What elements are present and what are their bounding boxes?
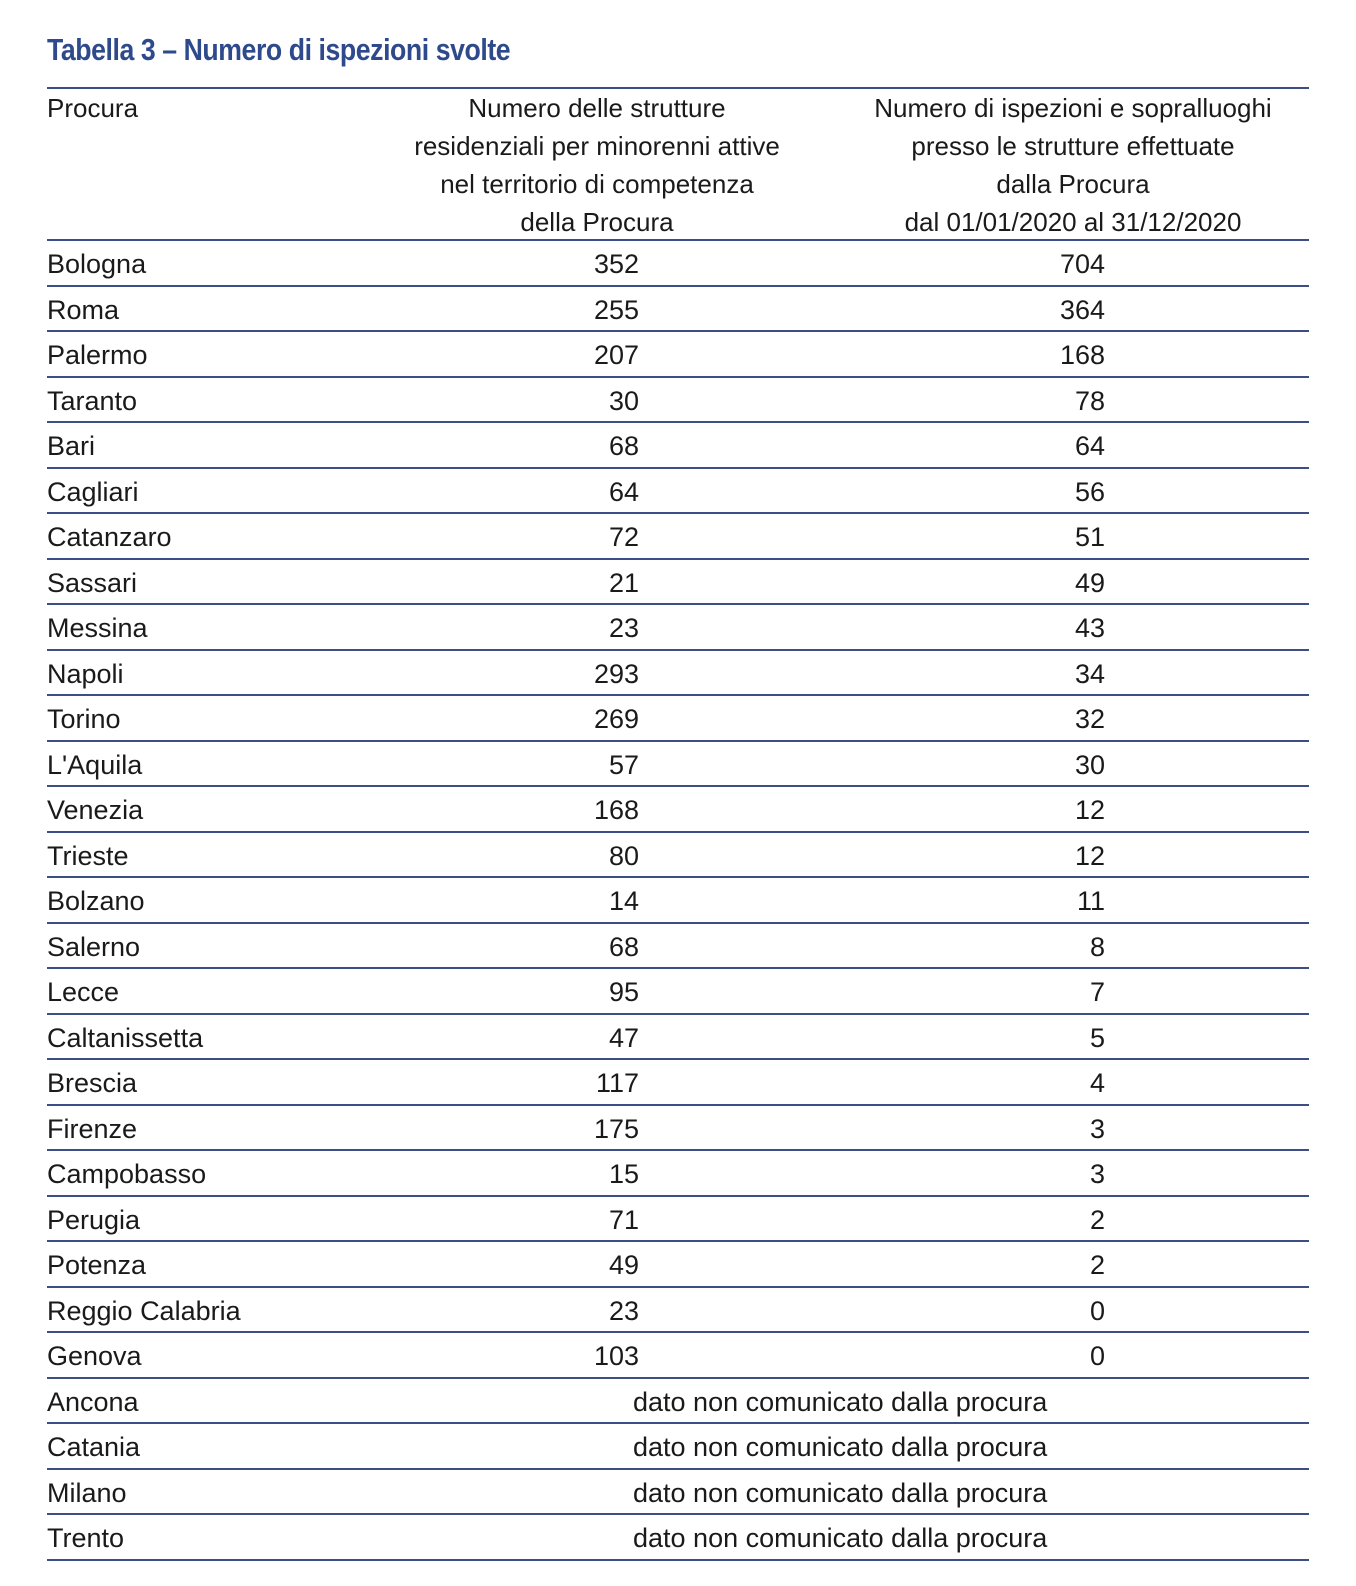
ispezioni-count-cell: 8: [1089, 931, 1105, 962]
strutture-count-cell: 293: [593, 658, 639, 689]
table-row: [47, 833, 1309, 879]
procura-name-cell: Roma: [47, 294, 120, 325]
procura-name-cell: Napoli: [47, 658, 124, 689]
strutture-count-cell: 47: [608, 1022, 639, 1053]
table-row: [47, 1151, 1309, 1197]
table-row: [47, 742, 1309, 788]
ispezioni-count-cell: 34: [1074, 658, 1105, 689]
table-row: [47, 1379, 1309, 1425]
not-reported-note-cell: dato non comunicato dalla procura: [633, 1432, 1048, 1462]
procura-name-cell: Sassari: [47, 567, 138, 598]
procura-name-cell: Lecce: [47, 977, 120, 1007]
table-row: [47, 469, 1309, 515]
header-ispezioni-line: dalla Procura: [996, 169, 1150, 199]
ispezioni-count-cell: 364: [1059, 294, 1105, 325]
strutture-count-cell: 23: [608, 1295, 639, 1326]
table-header: [47, 89, 1309, 241]
ispezioni-count-cell: 51: [1074, 522, 1105, 552]
procura-name-cell: Bolzano: [47, 886, 145, 916]
strutture-count-cell: 80: [608, 840, 639, 871]
ispezioni-count-cell: 0: [1089, 1341, 1105, 1371]
table-row: [47, 1470, 1309, 1516]
procura-name-cell: Torino: [47, 704, 121, 734]
inspections-table: [47, 87, 1309, 1561]
table-row: [47, 1060, 1309, 1106]
procura-name-cell: Milano: [47, 1477, 127, 1508]
table-row: [47, 1515, 1309, 1561]
table-row: [47, 1197, 1309, 1243]
procura-name-cell: Genova: [47, 1341, 142, 1371]
strutture-count-cell: 23: [608, 613, 639, 643]
ispezioni-count-cell: 704: [1059, 249, 1105, 279]
table-row: [47, 605, 1309, 651]
table-row: [47, 378, 1309, 424]
ispezioni-count-cell: 78: [1074, 385, 1105, 416]
ispezioni-count-cell: 12: [1074, 795, 1105, 825]
table-row: [47, 560, 1309, 606]
ispezioni-count-cell: 5: [1089, 1022, 1105, 1053]
header-strutture-line: della Procura: [520, 207, 674, 237]
strutture-count-cell: 175: [593, 1113, 639, 1144]
ispezioni-count-cell: 32: [1074, 704, 1105, 734]
ispezioni-count-cell: 0: [1089, 1295, 1105, 1326]
table-row: [47, 1424, 1309, 1470]
strutture-count-cell: 255: [593, 294, 639, 325]
procura-name-cell: Salerno: [47, 931, 141, 962]
procura-name-cell: Reggio Calabria: [47, 1295, 241, 1326]
ispezioni-count-cell: 43: [1074, 613, 1105, 643]
strutture-count-cell: 117: [595, 1068, 639, 1098]
table-row: [47, 514, 1309, 560]
strutture-count-cell: 30: [608, 385, 639, 416]
not-reported-note-cell: dato non comunicato dalla procura: [633, 1386, 1048, 1417]
header-procura: Procura: [47, 93, 139, 123]
ispezioni-count-cell: 168: [1059, 340, 1105, 370]
ispezioni-count-cell: 49: [1074, 567, 1105, 598]
procura-name-cell: Catanzaro: [47, 522, 172, 552]
strutture-count-cell: 71: [608, 1204, 639, 1235]
document-page: [47, 28, 1309, 1553]
header-ispezioni: [837, 89, 1309, 241]
procura-name-cell: Caltanissetta: [47, 1022, 204, 1053]
ispezioni-count-cell: 2: [1089, 1204, 1105, 1235]
procura-name-cell: Potenza: [47, 1250, 147, 1280]
table-row: [47, 423, 1309, 469]
strutture-count-cell: 21: [608, 567, 639, 598]
header-ispezioni-line: Numero di ispezioni e sopralluoghi: [874, 93, 1272, 123]
procura-name-cell: Brescia: [47, 1068, 138, 1098]
table-title: Tabella 3 – Numero di ispezioni svolte: [47, 32, 511, 67]
procura-name-cell: Bologna: [47, 249, 147, 279]
strutture-count-cell: 352: [593, 249, 639, 279]
strutture-count-cell: 207: [593, 340, 639, 370]
procura-name-cell: L'Aquila: [47, 749, 143, 780]
table-row: [47, 924, 1309, 970]
strutture-count-cell: 168: [593, 795, 639, 825]
ispezioni-count-cell: 64: [1074, 431, 1105, 461]
strutture-count-cell: 49: [608, 1250, 639, 1280]
table-row: [47, 1015, 1309, 1061]
strutture-count-cell: 68: [608, 931, 639, 962]
procura-name-cell: Ancona: [47, 1386, 139, 1417]
table-row: [47, 287, 1309, 333]
table-row: [47, 1333, 1309, 1379]
procura-name-cell: Trieste: [47, 840, 129, 871]
procura-name-cell: Palermo: [47, 340, 148, 370]
header-strutture-line: residenziali per minorenni attive: [414, 131, 780, 161]
table-row: [47, 651, 1309, 697]
ispezioni-count-cell: 56: [1074, 476, 1105, 507]
strutture-count-cell: 15: [608, 1159, 639, 1189]
table-row: [47, 241, 1309, 287]
header-strutture-line: Numero delle strutture: [468, 93, 726, 123]
strutture-count-cell: 95: [608, 977, 639, 1007]
ispezioni-count-cell: 12: [1074, 840, 1105, 871]
strutture-count-cell: 72: [608, 522, 639, 552]
ispezioni-count-cell: 3: [1089, 1159, 1105, 1189]
not-reported-note-cell: dato non comunicato dalla procura: [633, 1477, 1048, 1508]
table-row: [47, 332, 1309, 378]
strutture-count-cell: 269: [593, 704, 639, 734]
table-body: [47, 241, 1309, 1561]
ispezioni-count-cell: 3: [1089, 1113, 1105, 1144]
procura-name-cell: Messina: [47, 613, 148, 643]
strutture-count-cell: 64: [608, 476, 639, 507]
procura-name-cell: Trento: [47, 1523, 125, 1553]
header-ispezioni-line: presso le strutture effettuate: [911, 131, 1235, 161]
ispezioni-count-cell: 30: [1074, 749, 1105, 780]
table-row: [47, 969, 1309, 1015]
procura-name-cell: Bari: [47, 431, 96, 461]
procura-name-cell: Perugia: [47, 1204, 141, 1235]
procura-name-cell: Firenze: [47, 1113, 138, 1144]
table-row: [47, 1242, 1309, 1288]
not-reported-note-cell: dato non comunicato dalla procura: [633, 1523, 1048, 1553]
procura-name-cell: Catania: [47, 1432, 141, 1462]
ispezioni-count-cell: 4: [1089, 1068, 1105, 1098]
table-row: [47, 787, 1309, 833]
header-ispezioni-line: dal 01/01/2020 al 31/12/2020: [904, 207, 1242, 237]
table-row: [47, 1106, 1309, 1152]
ispezioni-count-cell: 11: [1076, 886, 1105, 916]
table-row: [47, 878, 1309, 924]
procura-name-cell: Cagliari: [47, 476, 139, 507]
procura-name-cell: Venezia: [47, 795, 144, 825]
procura-name-cell: Campobasso: [47, 1159, 207, 1189]
ispezioni-count-cell: 7: [1089, 977, 1105, 1007]
ispezioni-count-cell: 2: [1089, 1250, 1105, 1280]
strutture-count-cell: 14: [608, 886, 639, 916]
table-row: [47, 696, 1309, 742]
procura-name-cell: Taranto: [47, 385, 138, 416]
strutture-count-cell: 57: [608, 749, 639, 780]
header-strutture: [367, 89, 827, 241]
table-row: [47, 1288, 1309, 1334]
strutture-count-cell: 103: [593, 1341, 639, 1371]
strutture-count-cell: 68: [608, 431, 639, 461]
header-strutture-line: nel territorio di competenza: [440, 169, 754, 199]
